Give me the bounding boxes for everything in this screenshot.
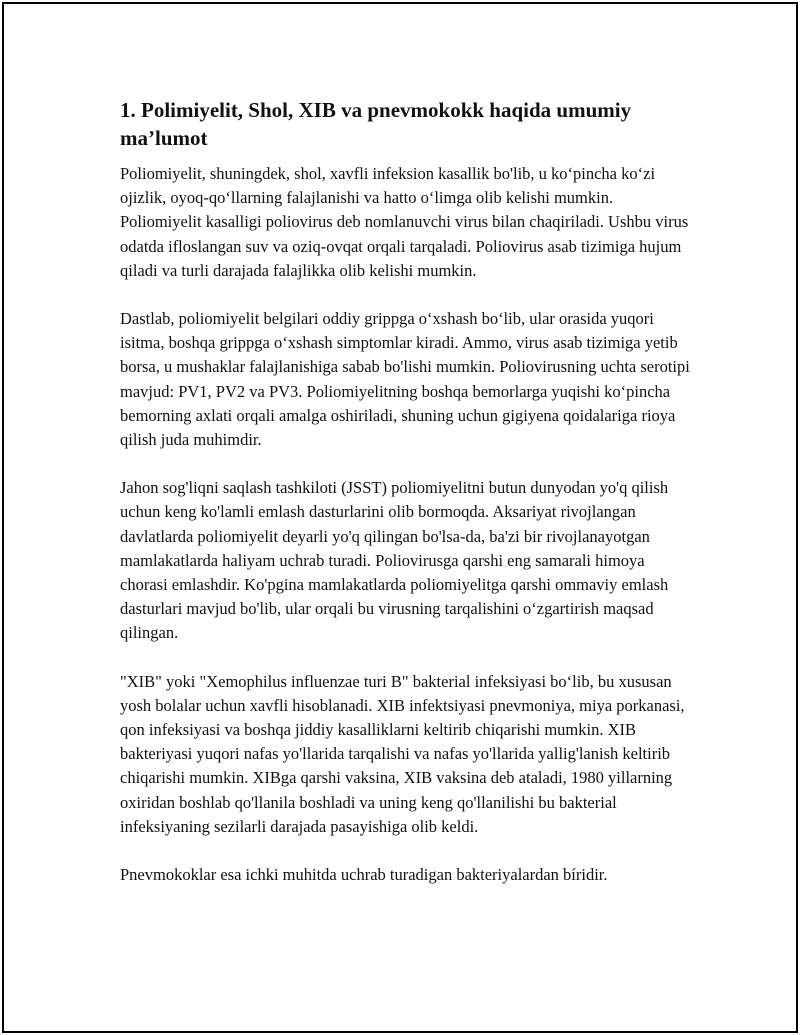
paragraph-who-vaccination: Jahon sog'liqni saqlash tashkiloti (JSST) poliomiyelitni butun dunyodan yo'q qilish uchun keng ko'lamli emlash dasturlarini olib bormoqda. Aksariyat rivojlangan davlatlarda poliomiyelit deyarli yo'q qilingan bo'lsa-da, ba'zi bir rivojlanayotgan mamlakatlarda haliyam uchrab turadi. Poliovirusga qarshi eng samarali himoya chorasi emlashdir. Ko'pgina mamlakatlarda poliomiyelitga qarshi ommaviy emlash dasturlari mavjud bo'lib, ular orqali bu virusning tarqalishini o‘zgartirish maqsad qilingan. [120,478,669,643]
section-heading: 1. Polimiyelit, Shol, XIB va pnevmokokk haqida umumiy ma’lumot [120,98,632,150]
document-body [120,96,690,911]
paragraph-pneumococcus: Pnevmokoklar esa ichki muhitda uchrab turadigan bakteriyalardan bíridir. [120,865,608,885]
page-frame [2,2,798,1033]
paragraph-polio-symptoms: Dastlab, poliomiyelit belgilari oddiy grippga o‘xshash bo‘lib, ular orasida yuqori isitma, boshqa grippga o‘xshash simptomlar kiradi. Ammo, virus asab tizimiga yetib borsa, u mushaklar falajlanishiga sabab bo'lishi mumkin. Poliovirusning uchta serotipi mavjud: PV1, PV2 va PV3. Poliomiyelitning boshqa bemorlarga yuqishi ko‘pincha bemorning axlati orqali amalga oshiriladi, shuning uchun gigiyena qoidalariga rioya qilish juda muhimdir. [120,309,690,450]
paragraph-polio-overview: Poliomiyelit, shuningdek, shol, xavfli infeksion kasallik bo'lib, u ko‘pincha ko‘zi ojizlik, oyoq-qo‘llarning falajlanishi va hatto o‘limga olib kelishi mumkin. Poliomiyelit kasalligi poliovirus deb nomlanuvchi virus bilan chaqiriladi. Ushbu virus odatda ifloslangan suv va oziq-ovqat orqali tarqaladi. Poliovirus asab tizimiga hujum qiladi va turli darajada falajlikka olib kelishi mumkin. [120,164,689,280]
paragraph-hib: "XIB" yoki "Xemophilus influenzae turi B" bakterial infeksiyasi bo‘lib, bu xususan yosh bolalar uchun xavfli hisoblanadi. XIB infektsiyasi pnevmoniya, miya porkanasi, qon infeksiyasi va boshqa jiddiy kasalliklarni keltirib chiqarishi mumkin. XIB bakteriyasi yuqori nafas yo'llarida tarqalishi va nafas yo'llarida yallig'lanish keltirib chiqarishi mumkin. XIBga qarshi vaksina, XIB vaksina deb ataladi, 1980 yillarning oxiridan boshlab qo'llanila boshladi va uning keng qo'llanilishi bu bakterial infeksiyaning sezilarli darajada pasayishiga olib keldi. [120,671,685,836]
